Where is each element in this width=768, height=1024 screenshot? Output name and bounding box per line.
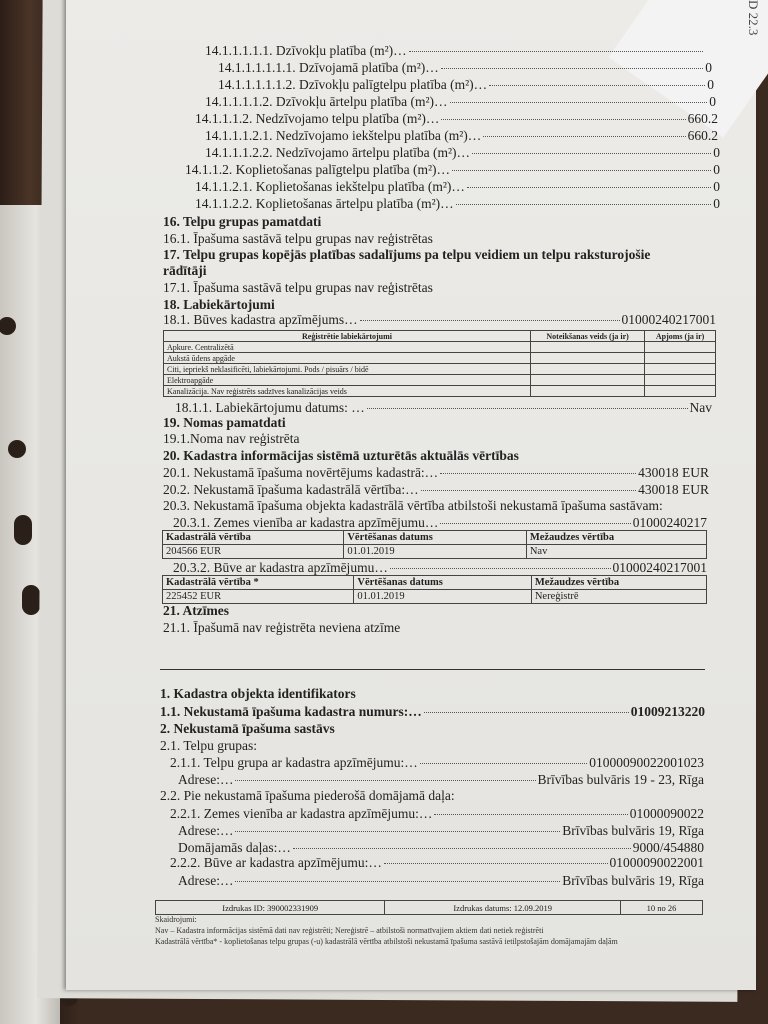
line-label: 14.1.1.1.2. Nedzīvojamo telpu platība (m²)… [195, 111, 440, 126]
table-cell [645, 375, 716, 386]
document-line [170, 806, 704, 823]
table-header: Apjoms (ja ir) [645, 331, 716, 342]
table-header: Mežaudzes vērtība [531, 576, 706, 590]
line-label: 18. Labiekārtojumi [163, 297, 275, 312]
section-heading [163, 263, 207, 280]
corner-text: D 22.3 [746, 0, 761, 36]
table-cell: 01.01.2019 [344, 545, 527, 559]
line-label: rādītāji [163, 263, 207, 278]
document-line [205, 128, 718, 145]
section-divider [160, 669, 705, 670]
leader-dots [483, 136, 685, 137]
leader-dots [441, 68, 703, 69]
leader-dots [421, 490, 636, 491]
table-cell [645, 364, 716, 375]
leader-dots [390, 568, 611, 569]
line-label: 1. Kadastra objekta identifikators [160, 686, 356, 701]
leader-dots [360, 320, 620, 321]
line-label: 21.1. Īpašumā nav reģistrēta neviena atzīme [163, 620, 401, 635]
document-line [170, 755, 704, 772]
leader-dots [235, 831, 560, 832]
table-cell: 225452 EUR [163, 590, 354, 604]
document-line [218, 60, 712, 77]
line-value: Nav [689, 400, 712, 415]
document-line [178, 873, 704, 890]
table-cell: 01.01.2019 [354, 590, 531, 604]
line-label: 2. Nekustamā īpašuma sastāvs [160, 721, 335, 736]
line-value: 0 [713, 196, 720, 211]
print-id: Izdrukas ID: 390002331909 [156, 901, 385, 915]
table-cell [645, 353, 716, 364]
line-label: 2.2.2. Būve ar kadastra apzīmējumu:… [170, 855, 382, 870]
document-line [163, 498, 663, 515]
line-label: Domājamās daļas:… [178, 840, 291, 855]
leader-dots [235, 881, 560, 882]
line-value: 0 [713, 179, 720, 194]
line-label: 20. Kadastra informācijas sistēmā uzturētās aktuālās vērtības [163, 448, 519, 463]
note-line: Nav – Kadastra informācijas sistēmā dati nav reģistrēti; Nereģistrē – atbilstoši normatīvajiem aktiem dati netiek reģistrēti [155, 926, 544, 935]
leader-dots [434, 814, 627, 815]
document-line [163, 431, 299, 448]
line-value: 430018 EUR [638, 482, 709, 497]
table-cell [531, 342, 645, 353]
line-value: 01000240217001 [612, 560, 707, 575]
line-label: 14.1.1.1.1.2. Dzīvokļu ārtelpu platība (m²)… [205, 94, 448, 109]
table-header: Vērtēšanas datums [354, 576, 531, 590]
building-value-table [162, 575, 707, 604]
leader-dots [409, 51, 703, 52]
line-label: Adrese:… [178, 772, 234, 787]
leader-dots [489, 85, 705, 86]
line-label: 1.1. Nekustamā īpašuma kadastra numurs:… [160, 704, 422, 719]
document-line [195, 111, 718, 128]
document-line [163, 231, 433, 248]
section-heading [163, 214, 321, 231]
note-line: Kadastrālā vērtība* - koplietošanas telpu grupas (-u) kadastrālā vērtība atbilstoši nekustamā īpašuma sastāvā ietilpstošajām domājamajām daļām [155, 937, 618, 946]
line-value: 01000090022 [629, 806, 704, 821]
leader-dots [440, 523, 630, 524]
section-heading [163, 603, 229, 620]
line-label: 21. Atzīmes [163, 603, 229, 618]
table-header: Vērtēšanas datums [344, 531, 527, 545]
line-label: Adrese:… [178, 823, 234, 838]
line-label: 18.1. Būves kadastra apzīmējums… [163, 312, 358, 327]
document-line [195, 179, 720, 196]
table-cell: 204566 EUR [163, 545, 344, 559]
section-heading [163, 247, 650, 264]
line-value: 660.2 [687, 111, 718, 126]
table-cell [531, 364, 645, 375]
line-label: 2.1.1. Telpu grupa ar kadastra apzīmējumu:… [170, 755, 418, 770]
line-value: 0 [713, 145, 720, 160]
line-label: 20.1. Nekustamā īpašuma novērtējums kadastrā:… [163, 465, 439, 480]
leader-dots [467, 187, 711, 188]
table-cell [531, 386, 645, 397]
line-value: 0 [713, 162, 720, 177]
punch-hole [8, 440, 26, 458]
leader-dots [450, 102, 708, 103]
table-cell [645, 386, 716, 397]
line-label: 14.1.1.2. Koplietošanas palīgtelpu platība (m²)… [185, 162, 450, 177]
notes-title: Skaidrojumi: [155, 915, 197, 924]
footer-table [155, 900, 703, 915]
leader-dots [440, 473, 636, 474]
document-line [160, 738, 257, 755]
table-row [164, 364, 716, 375]
table-cell [531, 353, 645, 364]
document-line [163, 465, 709, 482]
line-label: 14.1.1.1.1.1. Dzīvokļu platība (m²)… [205, 43, 407, 58]
table-header: Kadastrālā vērtība * [163, 576, 354, 590]
line-value: 01009213220 [630, 704, 705, 719]
section-heading [160, 704, 705, 721]
line-label: 2.1. Telpu grupas: [160, 738, 258, 753]
line-label: 20.3.1. Zemes vienība ar kadastra apzīmējumu… [173, 515, 439, 530]
leader-dots [472, 153, 711, 154]
punch-hole [0, 317, 16, 335]
line-label: 20.3.2. Būve ar kadastra apzīmējumu… [173, 560, 388, 575]
document-line [163, 280, 433, 297]
punch-hole [14, 515, 32, 545]
table-header: Mežaudzes vērtība [526, 531, 706, 545]
line-label: 18.1.1. Labiekārtojumu datums: … [175, 400, 365, 415]
table-header: Kadastrālā vērtība [163, 531, 344, 545]
line-value: Brīvības bulvāris 19, Rīga [562, 873, 704, 888]
line-value: 0 [709, 94, 716, 109]
punch-hole [22, 585, 40, 615]
line-value: 9000/454880 [632, 840, 704, 855]
leader-dots [367, 408, 688, 409]
table-header: Reģistrētie labiekārtojumi [164, 331, 531, 342]
document-line [160, 788, 455, 805]
line-label: 14.1.1.1.2.2. Nedzīvojamo ārtelpu platība (m²)… [205, 145, 470, 160]
table-cell: Kanalizācija. Nav reģistrēts sadzīves kanalizācijas veids [164, 386, 531, 397]
line-label: 17.1. Īpašuma sastāvā telpu grupas nav reģistrētas [163, 280, 433, 295]
line-label: 14.1.1.1.1.1.1. Dzīvojamā platība (m²)… [218, 60, 439, 75]
document-line [178, 823, 704, 840]
section-heading [163, 415, 286, 432]
document-line [163, 482, 709, 499]
line-label: 2.2. Pie nekustamā īpašuma piederošā domājamā daļa: [160, 788, 455, 803]
document-line [205, 145, 720, 162]
line-value: 0 [707, 77, 714, 92]
line-label: 16. Telpu grupas pamatdati [163, 214, 322, 229]
line-value: 01000240217 [632, 515, 707, 530]
line-label: 19. Nomas pamatdati [163, 415, 286, 430]
document-line [163, 620, 400, 637]
document-line [205, 43, 705, 60]
line-value: Brīvības bulvāris 19 - 23, Rīga [537, 772, 704, 787]
leader-dots [452, 170, 711, 171]
page-number: 10 no 26 [621, 901, 703, 915]
table-row [164, 342, 716, 353]
line-label: 14.1.1.1.2.1. Nedzīvojamo iekštelpu platība (m²)… [205, 128, 482, 143]
table-cell: Nav [526, 545, 706, 559]
leader-dots [456, 204, 712, 205]
line-label: 14.1.1.1.1.1.2. Dzīvokļu palīgtelpu platība (m²)… [218, 77, 488, 92]
line-label: 14.1.1.2.1. Koplietošanas iekštelpu platība (m²)… [195, 179, 465, 194]
leader-dots [235, 780, 535, 781]
table-header: Noteikšanas veids (ja ir) [531, 331, 645, 342]
line-label: 20.3. Nekustamā īpašuma objekta kadastrālā vērtība atbilstoši nekustamā īpašuma sastāvam: [163, 498, 663, 513]
document-line [195, 196, 720, 213]
table-cell: Aukstā ūdens apgāde [164, 353, 531, 364]
line-value: 0 [705, 60, 712, 75]
document-line [218, 77, 714, 94]
leader-dots [424, 712, 629, 713]
line-label: 20.2. Nekustamā īpašuma kadastrālā vērtība:… [163, 482, 419, 497]
document-line [185, 162, 720, 179]
line-value: 660.2 [687, 128, 718, 143]
table-cell [645, 342, 716, 353]
section-heading [160, 721, 335, 738]
amenities-table [163, 330, 716, 397]
line-label: 16.1. Īpašuma sastāvā telpu grupas nav reģistrētas [163, 231, 433, 246]
leader-dots [293, 848, 631, 849]
line-label: 14.1.1.2.2. Koplietošanas ārtelpu platība (m²)… [195, 196, 454, 211]
document-line [163, 312, 716, 329]
line-value: 430018 EUR [638, 465, 709, 480]
table-row [164, 353, 716, 364]
table-cell: Citi, iepriekš neklasificēti, labiekārtojumi. Pods / pisuārs / bidē [164, 364, 531, 375]
line-value: 01000090022001 [609, 855, 704, 870]
line-value: 01000240217001 [621, 312, 716, 327]
line-label: 17. Telpu grupas kopējās platības sadalījums pa telpu veidiem un telpu raksturojošie [163, 247, 651, 262]
document-line [205, 94, 716, 111]
section-heading [160, 686, 356, 703]
table-row [164, 386, 716, 397]
table-cell: Elektroapgāde [164, 375, 531, 386]
document-line [170, 855, 704, 872]
leader-dots [420, 763, 588, 764]
line-label: 19.1.Noma nav reģistrēta [163, 431, 300, 446]
print-date: Izdrukas datums: 12.09.2019 [385, 901, 621, 915]
line-label: 2.2.1. Zemes vienība ar kadastra apzīmējumu:… [170, 806, 433, 821]
table-cell: Nereģistrē [531, 590, 706, 604]
line-value: 01000090022001023 [589, 755, 704, 770]
table-row [164, 375, 716, 386]
section-heading [163, 448, 519, 465]
leader-dots [441, 119, 685, 120]
table-cell [531, 375, 645, 386]
table-cell: Apkure. Centralizētā [164, 342, 531, 353]
line-label: Adrese:… [178, 873, 234, 888]
leader-dots [384, 863, 608, 864]
land-value-table [162, 530, 707, 559]
line-value: Brīvības bulvāris 19, Rīga [562, 823, 704, 838]
document-line [178, 772, 704, 789]
